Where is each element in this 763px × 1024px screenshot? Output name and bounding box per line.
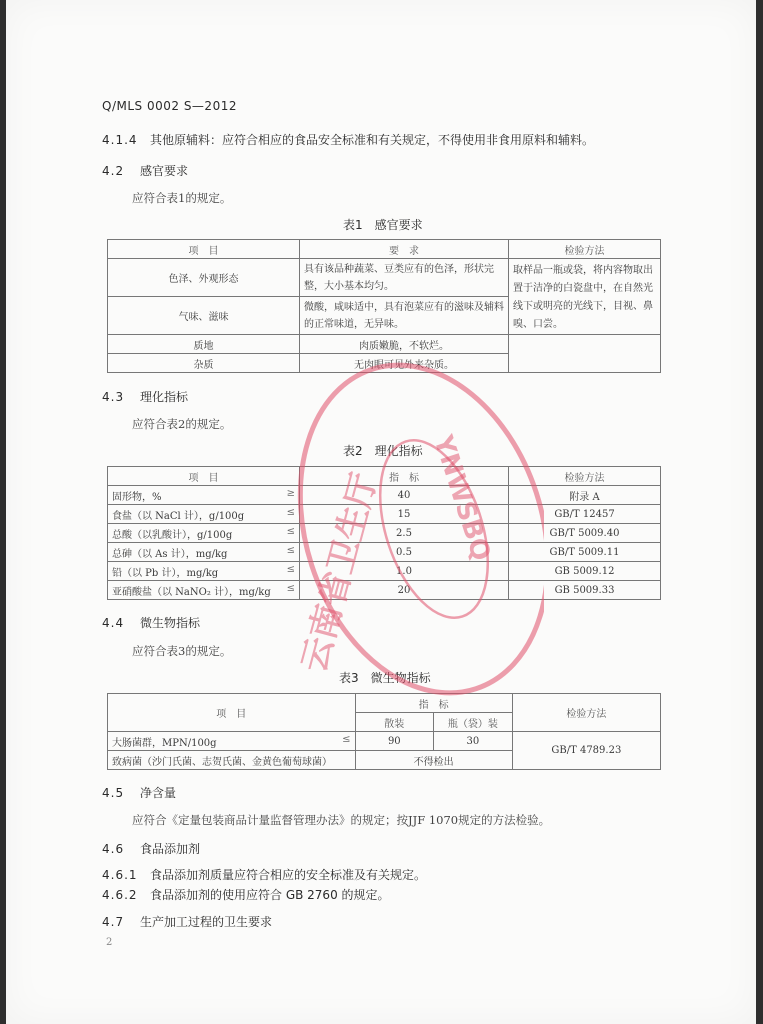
section-number: 4.7 bbox=[102, 915, 125, 929]
row-item bbox=[108, 505, 300, 524]
col-header-item: 项 目 bbox=[108, 240, 300, 259]
section-title: 理化指标 bbox=[140, 390, 189, 404]
row-item: 气味、滋味 bbox=[108, 297, 300, 335]
row-item bbox=[108, 543, 300, 562]
col-header-packaged: 瓶（袋）装 bbox=[434, 713, 513, 732]
row-value: 40 bbox=[300, 486, 509, 505]
row-requirement: 肉质嫩脆，不软烂。 bbox=[300, 335, 509, 354]
standard-code: Q/MLS 0002 S—2012 bbox=[102, 99, 237, 113]
clause-text: 食品添加剂的使用应符合 GB 2760 的规定。 bbox=[150, 888, 390, 902]
col-header-bulk: 散装 bbox=[355, 713, 434, 732]
row-item bbox=[108, 486, 300, 505]
section-4-6-heading bbox=[102, 840, 200, 857]
table3-caption: 表3 微生物指标 bbox=[339, 671, 431, 685]
row-value: 15 bbox=[300, 505, 509, 524]
clause-number: 4.6.1 bbox=[102, 868, 138, 882]
section-4-2-heading bbox=[102, 162, 188, 179]
row-item: 杂质 bbox=[108, 354, 300, 373]
row-method: 附录 A bbox=[509, 486, 661, 505]
clause-4-6-1 bbox=[102, 866, 426, 883]
row-requirement: 无肉眼可见外来杂质。 bbox=[300, 354, 509, 373]
method-cell-blank bbox=[509, 335, 661, 373]
section-number: 4.6 bbox=[102, 842, 125, 856]
comparison-operator: ≤ bbox=[286, 525, 295, 537]
section-4-5-text: 应符合《定量包装商品计量监督管理办法》的规定；按JJF 1070规定的方法检验。 bbox=[132, 813, 551, 827]
section-4-3-heading bbox=[102, 388, 188, 405]
section-title: 净含量 bbox=[140, 786, 177, 800]
table-row bbox=[108, 543, 661, 562]
section-4-4-heading bbox=[102, 614, 200, 631]
section-4-5-heading bbox=[102, 784, 176, 801]
table-row bbox=[108, 335, 661, 354]
row-item bbox=[108, 562, 300, 581]
document-page bbox=[6, 0, 756, 1024]
table-row bbox=[108, 505, 661, 524]
table-header-row bbox=[108, 467, 661, 486]
table-row bbox=[108, 732, 661, 751]
col-header-requirement: 要 求 bbox=[300, 240, 509, 259]
comparison-operator: ≤ bbox=[286, 582, 295, 594]
item-text: 食盐（以 NaCl 计），g/100g bbox=[112, 510, 245, 522]
row-value: 0.5 bbox=[300, 543, 509, 562]
table2-physicochemical bbox=[107, 466, 661, 600]
row-method: GB/T 5009.11 bbox=[509, 543, 661, 562]
row-item bbox=[108, 581, 300, 600]
row-requirement: 具有该品种蔬菜、豆类应有的色泽，形状完整，大小基本均匀。 bbox=[300, 259, 509, 297]
row-value: 2.5 bbox=[300, 524, 509, 543]
page-number: 2 bbox=[106, 937, 113, 948]
row-value: 20 bbox=[300, 581, 509, 600]
section-title: 微生物指标 bbox=[140, 616, 201, 630]
clause-4-1-4 bbox=[102, 131, 594, 148]
section-4-2-text: 应符合表1的规定。 bbox=[132, 191, 232, 205]
section-number: 4.2 bbox=[102, 164, 125, 178]
clause-number: 4.1.4 bbox=[102, 133, 138, 147]
item-text: 固形物，% bbox=[112, 491, 162, 503]
table-header-row bbox=[108, 694, 661, 713]
section-title: 感官要求 bbox=[140, 164, 189, 178]
table-row bbox=[108, 486, 661, 505]
row-value: 1.0 bbox=[300, 562, 509, 581]
table-row bbox=[108, 259, 661, 297]
section-4-7-heading bbox=[102, 913, 272, 930]
col-header-method: 检验方法 bbox=[509, 240, 661, 259]
table2-caption: 表2 理化指标 bbox=[343, 444, 423, 458]
row-method: GB 5009.12 bbox=[509, 562, 661, 581]
comparison-operator: ≤ bbox=[286, 544, 295, 556]
method-cell: 取样品一瓶或袋，将内容物取出置于洁净的白瓷盘中，在自然光线下或明亮的光线下，目视、鼻嗅、口尝。 bbox=[509, 259, 661, 335]
row-item: 色泽、外观形态 bbox=[108, 259, 300, 297]
col-header-item: 项 目 bbox=[108, 467, 300, 486]
comparison-operator: ≥ bbox=[286, 487, 295, 499]
row-item bbox=[108, 732, 356, 751]
item-text: 大肠菌群，MPN/100g bbox=[112, 737, 217, 749]
col-header-index: 指 标 bbox=[300, 467, 509, 486]
row-method: GB/T 4789.23 bbox=[512, 732, 660, 770]
clause-4-6-2 bbox=[102, 886, 390, 903]
table-header-row bbox=[108, 240, 661, 259]
section-number: 4.4 bbox=[102, 616, 125, 630]
col-header-index: 指 标 bbox=[355, 694, 512, 713]
item-text: 亚硝酸盐（以 NaNO₂ 计），mg/kg bbox=[112, 586, 271, 598]
seal-code-text: YNWSBQ bbox=[427, 431, 497, 565]
table-row bbox=[108, 524, 661, 543]
row-method: GB/T 5009.40 bbox=[509, 524, 661, 543]
comparison-operator: ≤ bbox=[342, 733, 351, 745]
section-title: 食品添加剂 bbox=[140, 842, 201, 856]
row-value: 不得检出 bbox=[355, 751, 512, 770]
comparison-operator: ≤ bbox=[286, 563, 295, 575]
clause-text: 食品添加剂质量应符合相应的安全标准及有关规定。 bbox=[150, 868, 427, 882]
table-row bbox=[108, 562, 661, 581]
row-item: 质地 bbox=[108, 335, 300, 354]
item-text: 总酸（以乳酸计），g/100g bbox=[112, 529, 233, 541]
section-title: 生产加工过程的卫生要求 bbox=[140, 915, 273, 929]
seal-name-text: 云南省卫生厅 bbox=[294, 468, 386, 677]
section-4-4-text: 应符合表3的规定。 bbox=[132, 644, 232, 658]
row-requirement: 微酸，咸味适中，具有泡菜应有的滋味及辅料的正常味道，无异味。 bbox=[300, 297, 509, 335]
section-number: 4.3 bbox=[102, 390, 125, 404]
section-4-3-text: 应符合表2的规定。 bbox=[132, 417, 232, 431]
clause-number: 4.6.2 bbox=[102, 888, 138, 902]
comparison-operator: ≤ bbox=[286, 506, 295, 518]
clause-text: 其他原辅料：应符合相应的食品安全标准和有关规定，不得使用非食用原料和辅料。 bbox=[150, 133, 595, 147]
table-row bbox=[108, 581, 661, 600]
col-header-method: 检验方法 bbox=[509, 467, 661, 486]
col-header-item: 项 目 bbox=[108, 694, 356, 732]
row-item: 致病菌（沙门氏菌、志贺氏菌、金黄色葡萄球菌） bbox=[108, 751, 356, 770]
col-header-method: 检验方法 bbox=[512, 694, 660, 732]
item-text: 铅（以 Pb 计），mg/kg bbox=[112, 567, 219, 579]
row-method: GB/T 12457 bbox=[509, 505, 661, 524]
table1-sensory bbox=[107, 239, 661, 373]
table3-microbiological bbox=[107, 693, 661, 770]
section-number: 4.5 bbox=[102, 786, 125, 800]
item-text: 总砷（以 As 计），mg/kg bbox=[112, 548, 228, 560]
row-value-bulk: 90 bbox=[355, 732, 434, 751]
table1-caption: 表1 感官要求 bbox=[343, 218, 423, 232]
row-value-packaged: 30 bbox=[434, 732, 513, 751]
row-item bbox=[108, 524, 300, 543]
row-method: GB 5009.33 bbox=[509, 581, 661, 600]
